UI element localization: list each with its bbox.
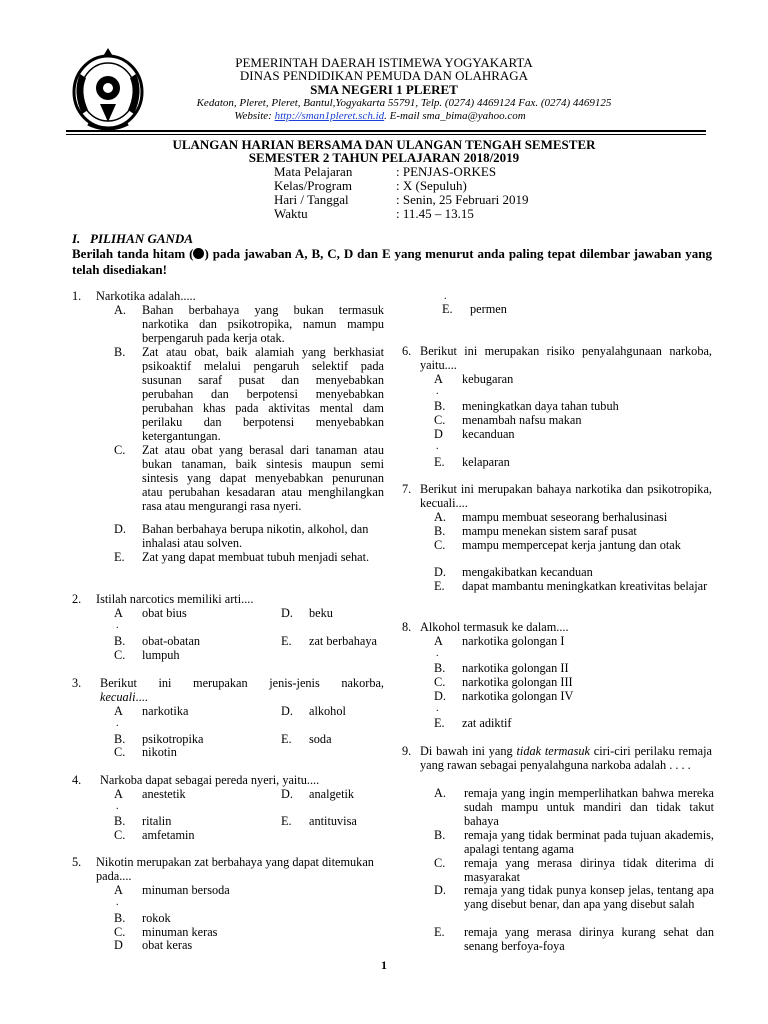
question-2-option-a: obat bius bbox=[142, 606, 187, 620]
question-1-text: Narkotika adalah..... bbox=[96, 289, 196, 303]
question-7-option-e: dapat mambantu meningkatkan kreativitas belajar bbox=[462, 579, 708, 593]
question-4-option-b: ritalin bbox=[142, 814, 172, 828]
option-label: D. bbox=[114, 522, 126, 536]
question-2-option-c: lumpuh bbox=[142, 648, 180, 662]
question-7-option-a: mampu membuat seseorang berhalusinasi bbox=[462, 510, 668, 524]
question-1-option-a: Bahan berbahaya yang bukan termasuk narkotika dan psikotropika, namun mampu berpengaruh pada kerja otak. bbox=[142, 303, 384, 345]
question-3-text-cont: kecuali.... bbox=[100, 690, 148, 704]
option-label: D. bbox=[434, 565, 446, 579]
option-label: A. bbox=[434, 786, 446, 800]
option-label: A bbox=[114, 883, 123, 897]
question-6-option-a: kebugaran bbox=[462, 372, 514, 386]
option-label: A bbox=[434, 372, 443, 386]
option-label: C. bbox=[434, 675, 446, 689]
question-1-option-d: Bahan berbahaya berupa nikotin, alkohol, dan inhalasi atau solven. bbox=[142, 522, 369, 550]
header-contact bbox=[0, 110, 764, 123]
question-8-text: Alkohol termasuk ke dalam.... bbox=[420, 620, 569, 634]
option-label: C. bbox=[434, 538, 446, 552]
option-label: A. bbox=[114, 303, 126, 317]
question-2-text: Istilah narcotics memiliki arti.... bbox=[96, 592, 254, 606]
question-4-option-e: antituvisa bbox=[309, 814, 357, 828]
question-4-number: 4. bbox=[72, 773, 82, 787]
question-3-option-d: alkohol bbox=[309, 704, 346, 718]
option-label: C. bbox=[114, 925, 126, 939]
question-6-option-e: kelaparan bbox=[462, 455, 510, 469]
option-label: E. bbox=[434, 455, 445, 469]
question-9-option-e: remaja yang merasa dirinya kurang sehat dan senang berfoya-foya bbox=[464, 925, 714, 953]
stray-dot: . bbox=[116, 897, 119, 908]
question-6-option-d: kecanduan bbox=[462, 427, 515, 441]
option-label: A bbox=[114, 787, 123, 801]
question-5-option-d: obat keras bbox=[142, 938, 193, 952]
option-label: E. bbox=[434, 716, 445, 730]
header-rule-thin bbox=[66, 134, 706, 135]
question-6-option-b: meningkatkan daya tahan tubuh bbox=[462, 399, 619, 413]
stray-dot: . bbox=[436, 386, 439, 397]
question-5-number: 5. bbox=[72, 855, 82, 869]
option-label: B. bbox=[114, 345, 126, 359]
option-label: E. bbox=[434, 579, 445, 593]
stray-dot: . bbox=[116, 718, 119, 729]
question-9-text: Di bawah ini yang tidak termasuk ciri-ciri perilaku remaja yang rawan sebagai penyalahguna narkoba adalah . . . . bbox=[420, 744, 713, 772]
question-6-number: 6. bbox=[402, 344, 412, 358]
option-label: B. bbox=[434, 828, 446, 842]
question-8-option-a: narkotika golongan I bbox=[462, 634, 565, 648]
option-label: B. bbox=[114, 814, 126, 828]
meta-time-value: : 11.45 – 13.15 bbox=[396, 206, 474, 221]
stray-dot: . bbox=[444, 291, 447, 302]
option-label: A. bbox=[434, 510, 446, 524]
question-9-option-d: remaja yang tidak punya konsep jelas, tentang apa yang disebut benar, dan apa yang disebut salah bbox=[464, 883, 714, 911]
question-5-option-c: minuman keras bbox=[142, 925, 218, 939]
exam-semester: SEMESTER 2 TAHUN PELAJARAN 2018/2019 bbox=[248, 150, 520, 165]
option-label: C. bbox=[114, 443, 126, 457]
question-3-number: 3. bbox=[72, 676, 82, 690]
option-label: E. bbox=[434, 925, 445, 939]
option-label: B. bbox=[434, 661, 446, 675]
question-4-option-d: analgetik bbox=[309, 787, 355, 801]
stray-dot: . bbox=[116, 620, 119, 631]
question-7-number: 7. bbox=[402, 482, 412, 496]
option-label: A bbox=[434, 634, 443, 648]
option-label: D. bbox=[281, 787, 293, 801]
question-2-number: 2. bbox=[72, 592, 82, 606]
question-4-option-c: amfetamin bbox=[142, 828, 195, 842]
question-9-number: 9. bbox=[402, 744, 412, 758]
email-text: . E-mail sma_bima@yahoo.com bbox=[384, 110, 526, 122]
question-5-option-a: minuman bersoda bbox=[142, 883, 230, 897]
question-8-number: 8. bbox=[402, 620, 412, 634]
question-1-number: 1. bbox=[72, 289, 82, 303]
meta-date-value: : Senin, 25 Februari 2019 bbox=[396, 192, 529, 207]
option-label: D bbox=[434, 427, 443, 441]
question-2-option-d: beku bbox=[309, 606, 333, 620]
question-2-option-e: zat berbahaya bbox=[309, 634, 377, 648]
question-8-option-d: narkotika golongan IV bbox=[462, 689, 574, 703]
stray-dot: . bbox=[436, 703, 439, 714]
option-label: E. bbox=[114, 550, 125, 564]
question-6-text: Berikut ini merupakan risiko penyalahgunaan narkoba, yaitu.... bbox=[420, 344, 712, 372]
question-7-text: Berikut ini merupakan bahaya narkotika dan psikotropika, kecuali.... bbox=[420, 482, 712, 510]
option-label: D. bbox=[281, 606, 293, 620]
question-3-option-c: nikotin bbox=[142, 745, 177, 759]
stray-dot: . bbox=[436, 648, 439, 659]
question-3-option-e: soda bbox=[309, 732, 332, 746]
question-7-option-c: mampu mempercepat kerja jantung dan otak bbox=[462, 538, 681, 552]
question-1-option-b: Zat atau obat, baik alamiah yang berkhasiat psikoaktif melalui pengaruh selektif pada susunan saraf pusat dan menyebabkan perubahan dan berpotensi menyebabkan perubahan khas pada aktivitas mental dam perilaku dan berpotensi menyebabkan ketergantungan. bbox=[142, 345, 384, 443]
question-5-option-e: permen bbox=[470, 302, 507, 316]
page-number: 1 bbox=[381, 958, 387, 972]
option-label: C. bbox=[434, 413, 446, 427]
website-label: Website: bbox=[234, 110, 272, 122]
option-label: A bbox=[114, 606, 123, 620]
question-4-option-a: anestetik bbox=[142, 787, 186, 801]
stray-dot: . bbox=[436, 441, 439, 452]
filled-circle-icon bbox=[193, 248, 204, 259]
option-label: E. bbox=[442, 302, 453, 316]
section-title: I. PILIHAN GANDA bbox=[72, 231, 193, 246]
header-government: PEMERINTAH DAERAH ISTIMEWA YOGYAKARTA bbox=[235, 55, 533, 70]
option-label: B. bbox=[434, 524, 446, 538]
question-8-option-e: zat adiktif bbox=[462, 716, 512, 730]
website-link[interactable]: http://sman1pleret.sch.id bbox=[274, 110, 385, 122]
question-8-option-c: narkotika golongan III bbox=[462, 675, 573, 689]
option-label: B. bbox=[114, 732, 126, 746]
instructions: Berilah tanda hitam ( ) pada jawaban A, B, C, D dan E yang menurut anda paling tepat dilembar jawaban yang telah disediakan! bbox=[72, 246, 712, 277]
question-3-option-b: psikotropika bbox=[142, 732, 204, 746]
meta-class-key: Kelas/Program bbox=[274, 178, 352, 193]
option-label: D. bbox=[434, 883, 446, 897]
option-label: D. bbox=[434, 689, 446, 703]
meta-class-value: : X (Sepuluh) bbox=[396, 178, 467, 193]
question-8-option-b: narkotika golongan II bbox=[462, 661, 569, 675]
question-5-text: Nikotin merupakan zat berbahaya yang dapat ditemukan pada.... bbox=[96, 855, 374, 883]
question-5-option-b: rokok bbox=[142, 911, 171, 925]
option-label: C. bbox=[434, 856, 446, 870]
question-7-option-b: mampu menekan sistem saraf pusat bbox=[462, 524, 637, 538]
question-1-option-c: Zat atau obat yang berasal dari tanaman atau bukan tanaman, baik sintesis maupun semi sintesis yang dapat menyebabkan penurunan atau perubahan kesadaran atau menghilangkan rasa atau mengurangi rasa nyeri. bbox=[142, 443, 384, 513]
question-9-option-a: remaja yang ingin memperlihatkan bahwa mereka sudah mampu untuk mandiri dan tidak takut bahaya bbox=[464, 786, 714, 828]
meta-time-key: Waktu bbox=[274, 206, 308, 221]
meta-subject-value: : PENJAS-ORKES bbox=[396, 164, 497, 179]
question-9-option-c: remaja yang merasa dirinya tidak diterima di masyarakat bbox=[464, 856, 714, 884]
option-label: C. bbox=[114, 648, 126, 662]
question-3-text: Berikut ini merupakan jenis-jenis nakorba, bbox=[100, 676, 384, 690]
question-4-text: Narkoba dapat sebagai pereda nyeri, yaitu.... bbox=[100, 773, 320, 787]
option-label: C. bbox=[114, 828, 126, 842]
question-9-option-b: remaja yang tidak berminat pada tujuan akademis, apalagi tentang agama bbox=[464, 828, 714, 856]
question-6-option-c: menambah nafsu makan bbox=[462, 413, 582, 427]
option-label: E. bbox=[281, 634, 292, 648]
stray-dot: . bbox=[116, 801, 119, 812]
question-3-option-a: narkotika bbox=[142, 704, 189, 718]
question-1-option-e: Zat yang dapat membuat tubuh menjadi sehat. bbox=[142, 550, 370, 564]
option-label: B. bbox=[434, 399, 446, 413]
header-school-name: SMA NEGERI 1 PLERET bbox=[310, 82, 458, 97]
question-7-option-d: mengakibatkan kecanduan bbox=[462, 565, 593, 579]
option-label: A bbox=[114, 704, 123, 718]
question-2-option-b: obat-obatan bbox=[142, 634, 201, 648]
header-department: DINAS PENDIDIKAN PEMUDA DAN OLAHRAGA bbox=[239, 68, 529, 83]
meta-date-key: Hari / Tanggal bbox=[274, 192, 349, 207]
option-label: D. bbox=[281, 704, 293, 718]
meta-subject-key: Mata Pelajaran bbox=[274, 164, 353, 179]
option-label: D bbox=[114, 938, 123, 952]
header-address: Kedaton, Pleret, Pleret, Bantul,Yogyakarta 55791, Telp. (0274) 4469124 Fax. (0274) 4469125 bbox=[196, 97, 612, 109]
exam-title: ULANGAN HARIAN BERSAMA DAN ULANGAN TENGAH SEMESTER bbox=[172, 137, 596, 152]
option-label: E. bbox=[281, 814, 292, 828]
option-label: B. bbox=[114, 911, 126, 925]
option-label: E. bbox=[281, 732, 292, 746]
option-label: C. bbox=[114, 745, 126, 759]
header-rule-thick bbox=[66, 130, 706, 132]
option-label: B. bbox=[114, 634, 126, 648]
